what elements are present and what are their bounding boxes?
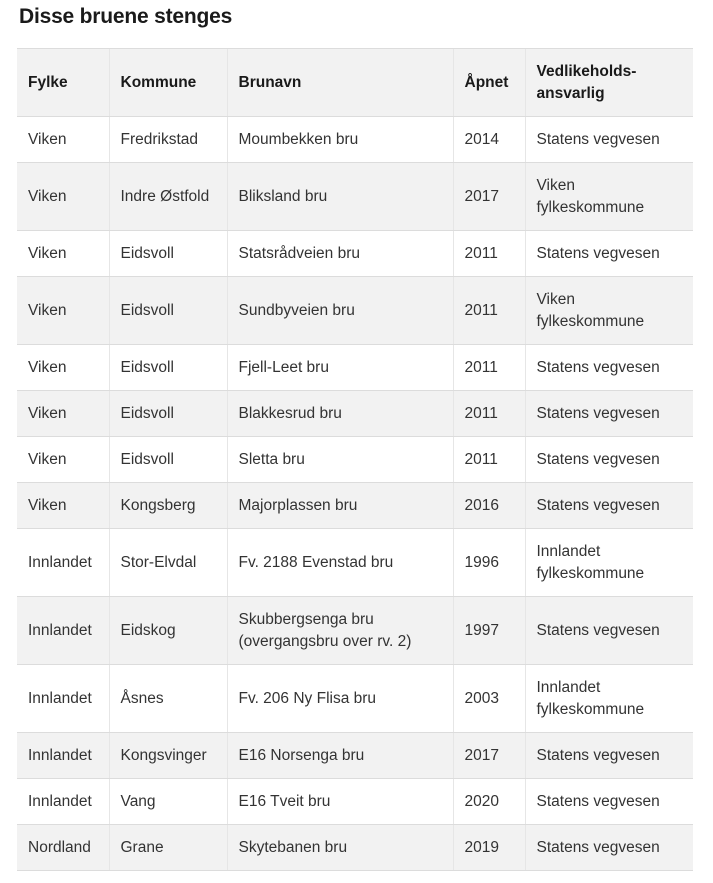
table-row bbox=[17, 391, 693, 437]
table-row bbox=[17, 345, 693, 391]
cell-fylke: Innlandet bbox=[17, 779, 109, 825]
cell-brunavn: Blakkesrud bru bbox=[227, 391, 453, 437]
table-row bbox=[17, 529, 693, 597]
cell-brunavn: Sundbyveien bru bbox=[227, 277, 453, 345]
cell-kommune: Grane bbox=[109, 825, 227, 871]
cell-fylke: Innlandet bbox=[17, 529, 109, 597]
cell-apnet: 2003 bbox=[453, 665, 525, 733]
cell-fylke: Viken bbox=[17, 437, 109, 483]
cell-vedlikeholdsansvarlig: Statens vegvesen bbox=[525, 597, 693, 665]
cell-kommune: Fredrikstad bbox=[109, 117, 227, 163]
table-row bbox=[17, 277, 693, 345]
cell-apnet: 2019 bbox=[453, 825, 525, 871]
cell-vedlikeholdsansvarlig: Viken fylkeskommune bbox=[525, 277, 693, 345]
table-row bbox=[17, 483, 693, 529]
cell-kommune: Indre Østfold bbox=[109, 163, 227, 231]
cell-fylke: Innlandet bbox=[17, 665, 109, 733]
header-row bbox=[17, 49, 693, 117]
table-row bbox=[17, 825, 693, 871]
cell-brunavn: Moumbekken bru bbox=[227, 117, 453, 163]
cell-apnet: 2011 bbox=[453, 277, 525, 345]
cell-apnet: 2020 bbox=[453, 779, 525, 825]
cell-kommune: Eidsvoll bbox=[109, 277, 227, 345]
header-apnet: Åpnet bbox=[453, 49, 525, 117]
cell-apnet: 1997 bbox=[453, 597, 525, 665]
cell-apnet: 2011 bbox=[453, 345, 525, 391]
cell-brunavn: Sletta bru bbox=[227, 437, 453, 483]
header-fylke: Fylke bbox=[17, 49, 109, 117]
table-header bbox=[17, 49, 693, 117]
table-row bbox=[17, 597, 693, 665]
bridges-table bbox=[17, 48, 693, 871]
cell-vedlikeholdsansvarlig: Statens vegvesen bbox=[525, 117, 693, 163]
table-row bbox=[17, 437, 693, 483]
cell-kommune: Eidsvoll bbox=[109, 437, 227, 483]
table-row bbox=[17, 231, 693, 277]
cell-brunavn: Skytebanen bru bbox=[227, 825, 453, 871]
cell-vedlikeholdsansvarlig: Viken fylkeskommune bbox=[525, 163, 693, 231]
cell-vedlikeholdsansvarlig: Innlandet fylkeskommune bbox=[525, 665, 693, 733]
cell-kommune: Eidsvoll bbox=[109, 391, 227, 437]
cell-brunavn: Fv. 206 Ny Flisa bru bbox=[227, 665, 453, 733]
cell-fylke: Nordland bbox=[17, 825, 109, 871]
cell-apnet: 2011 bbox=[453, 391, 525, 437]
cell-vedlikeholdsansvarlig: Innlandet fylkeskommune bbox=[525, 529, 693, 597]
cell-vedlikeholdsansvarlig: Statens vegvesen bbox=[525, 391, 693, 437]
cell-apnet: 1996 bbox=[453, 529, 525, 597]
cell-brunavn: Statsrådveien bru bbox=[227, 231, 453, 277]
cell-brunavn: Bliksland bru bbox=[227, 163, 453, 231]
cell-apnet: 2017 bbox=[453, 163, 525, 231]
table-row bbox=[17, 117, 693, 163]
cell-kommune: Kongsvinger bbox=[109, 733, 227, 779]
cell-brunavn: Fjell-Leet bru bbox=[227, 345, 453, 391]
header-kommune: Kommune bbox=[109, 49, 227, 117]
cell-vedlikeholdsansvarlig: Statens vegvesen bbox=[525, 437, 693, 483]
cell-fylke: Viken bbox=[17, 231, 109, 277]
cell-vedlikeholdsansvarlig: Statens vegvesen bbox=[525, 231, 693, 277]
cell-kommune: Stor-Elvdal bbox=[109, 529, 227, 597]
table-title: Disse bruene stenges bbox=[19, 5, 233, 28]
cell-vedlikeholdsansvarlig: Statens vegvesen bbox=[525, 345, 693, 391]
table-row bbox=[17, 779, 693, 825]
cell-fylke: Innlandet bbox=[17, 597, 109, 665]
cell-brunavn: Majorplassen bru bbox=[227, 483, 453, 529]
cell-fylke: Viken bbox=[17, 345, 109, 391]
table-row bbox=[17, 733, 693, 779]
cell-brunavn: E16 Norsenga bru bbox=[227, 733, 453, 779]
cell-vedlikeholdsansvarlig: Statens vegvesen bbox=[525, 483, 693, 529]
cell-fylke: Viken bbox=[17, 117, 109, 163]
table-row bbox=[17, 163, 693, 231]
cell-kommune: Eidsvoll bbox=[109, 231, 227, 277]
cell-brunavn: Skubbergsenga bru (overgangsbru over rv. 2) bbox=[227, 597, 453, 665]
cell-fylke: Innlandet bbox=[17, 733, 109, 779]
cell-kommune: Åsnes bbox=[109, 665, 227, 733]
table-body bbox=[17, 117, 693, 871]
cell-fylke: Viken bbox=[17, 277, 109, 345]
cell-kommune: Eidsvoll bbox=[109, 345, 227, 391]
cell-brunavn: Fv. 2188 Evenstad bru bbox=[227, 529, 453, 597]
cell-apnet: 2017 bbox=[453, 733, 525, 779]
cell-fylke: Viken bbox=[17, 163, 109, 231]
cell-apnet: 2011 bbox=[453, 231, 525, 277]
cell-vedlikeholdsansvarlig: Statens vegvesen bbox=[525, 733, 693, 779]
header-vedlikeholdsansvarlig: Vedlikeholds-ansvarlig bbox=[525, 49, 693, 117]
cell-kommune: Eidskog bbox=[109, 597, 227, 665]
cell-kommune: Kongsberg bbox=[109, 483, 227, 529]
cell-fylke: Viken bbox=[17, 391, 109, 437]
cell-fylke: Viken bbox=[17, 483, 109, 529]
cell-brunavn: E16 Tveit bru bbox=[227, 779, 453, 825]
cell-apnet: 2016 bbox=[453, 483, 525, 529]
cell-vedlikeholdsansvarlig: Statens vegvesen bbox=[525, 825, 693, 871]
cell-apnet: 2011 bbox=[453, 437, 525, 483]
cell-kommune: Vang bbox=[109, 779, 227, 825]
table-row bbox=[17, 665, 693, 733]
header-brunavn: Brunavn bbox=[227, 49, 453, 117]
cell-vedlikeholdsansvarlig: Statens vegvesen bbox=[525, 779, 693, 825]
cell-apnet: 2014 bbox=[453, 117, 525, 163]
